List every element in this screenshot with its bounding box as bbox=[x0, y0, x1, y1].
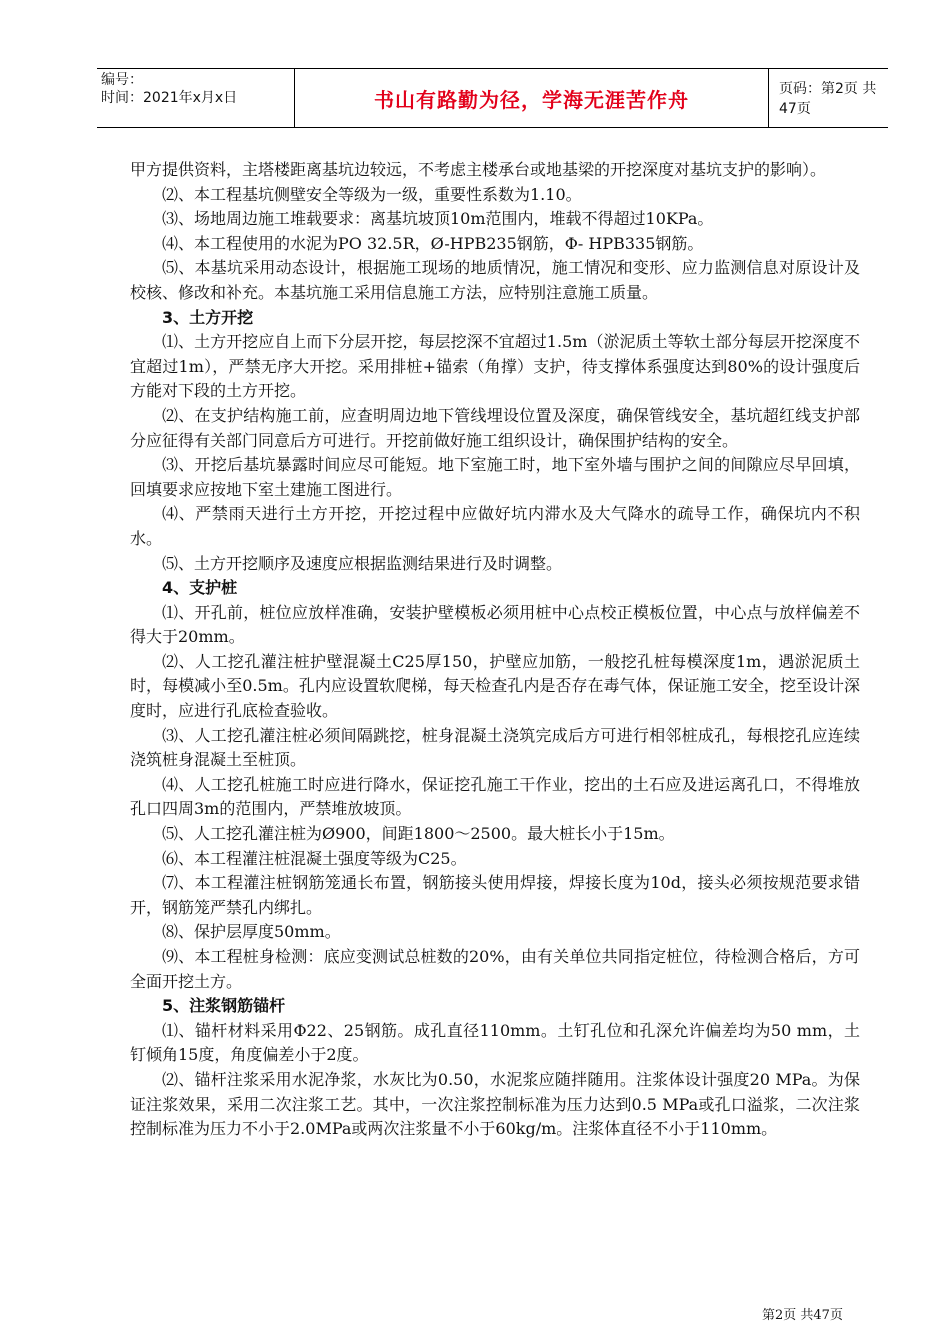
earthwork-item: ⑷、严禁雨天进行土方开挖，开挖过程中应做好坑内滞水及大气降水的疏导工作，确保坑内不积水。 bbox=[130, 504, 860, 548]
general-item: ⑷、本工程使用的水泥为PO 32.5R，Ø-HPB235钢筋，Φ- HPB335钢筋。 bbox=[162, 233, 704, 253]
support-pile-item: ⑸、人工挖孔灌注桩为Ø900，间距1800～2500。最大桩长小于15m。 bbox=[162, 824, 675, 844]
header-motto: 书山有路勤为径，学海无涯苦作舟 bbox=[295, 69, 769, 127]
support-pile-item: ⑷、人工挖孔桩施工时应进行降水，保证挖孔施工干作业，挖出的土石应及进运离孔口，不得堆放孔口四周3m的范围内，严禁堆放坡顶。 bbox=[130, 774, 860, 819]
support-pile-item: ⑻、保护层厚度50mm。 bbox=[162, 922, 341, 942]
support-pile-item: ⑴、开孔前，桩位应放样准确，安装护壁模板必须用桩中心点校正模板位置，中心点与放样偏差不得大于20mm。 bbox=[130, 602, 860, 647]
document-number-label: 编号： bbox=[101, 72, 143, 88]
earthwork-item: ⑸、土方开挖顺序及速度应根据监测结果进行及时调整。 bbox=[162, 553, 563, 573]
support-pile-item: ⑶、人工挖孔灌注桩必须间隔跳挖，桩身混凝土浇筑完成后方可进行相邻桩成孔，每根挖孔应连续浇筑桩身混凝土至桩顶。 bbox=[130, 725, 860, 770]
earthwork-item: ⑵、在支护结构施工前，应查明周边地下管线埋设位置及深度，确保管线安全，基坑超红线支护部分应征得有关部门同意后方可进行。开挖前做好施工组织设计，确保围护结构的安全。 bbox=[130, 405, 860, 450]
page-footer: 第2页 共47页 bbox=[762, 1308, 843, 1323]
anchor-item: ⑴、锚杆材料采用Φ22、25钢筋。成孔直径110mm。土钉孔位和孔深允许偏差均为50 mm，土钉倾角15度，角度偏差小于2度。 bbox=[130, 1020, 860, 1065]
earthwork-item: ⑶、开挖后基坑暴露时间应尽可能短。地下室施工时，地下室外墙与围护之间的间隙应尽早回填，回填要求应按地下室土建施工图进行。 bbox=[130, 455, 860, 499]
section-heading-anchors: 5、注浆钢筋锚杆 bbox=[162, 996, 286, 1016]
anchor-item: ⑵、锚杆注浆采用水泥净浆，水灰比为0.50，水泥浆应随拌随用。注浆体设计强度20 MPa。为保证注浆效果，采用二次注浆工艺。其中，一次注浆控制标准为压力达到0.5 MPa或孔口溢浆，二次注浆控制标准为压力不小于2.0MPa或两次注浆量不小于60kg/m。注浆体直径不小于110mm。 bbox=[130, 1069, 860, 1139]
intro-paragraph: 甲方提供资料，主塔楼距离基坑边较远，不考虑主楼承台或地基梁的开挖深度对基坑支护的影响）。 bbox=[130, 160, 827, 179]
general-item: ⑶、场地周边施工堆载要求：离基坑坡顶10m范围内，堆载不得超过10KPa。 bbox=[162, 209, 714, 229]
document-body bbox=[130, 158, 860, 1142]
support-pile-item: ⑼、本工程桩身检测：底应变测试总桩数的20%，由有关单位共同指定桩位，待检测合格后，方可全面开挖土方。 bbox=[130, 947, 860, 991]
page-header bbox=[97, 68, 888, 128]
earthwork-item: ⑴、土方开挖应自上而下分层开挖，每层挖深不宜超过1.5m（淤泥质土等软土部分每层开挖深度不宜超过1m），严禁无序大开挖。采用排桩+锚索（角撑）支护，待支撑体系强度达到80%的设计强度后方能对下段的土方开挖。 bbox=[130, 332, 860, 401]
support-pile-item: ⑺、本工程灌注桩钢筋笼通长布置，钢筋接头使用焊接，焊接长度为10d，接头必须按规范要求错开，钢筋笼严禁孔内绑扎。 bbox=[130, 873, 860, 917]
general-item: ⑵、本工程基坑侧壁安全等级为一级，重要性系数为1.10。 bbox=[162, 184, 582, 204]
document-time-label: 时间：2021年x月x日 bbox=[101, 90, 238, 106]
header-meta bbox=[97, 69, 295, 127]
support-pile-item: ⑹、本工程灌注桩混凝土强度等级为C25。 bbox=[162, 848, 467, 868]
header-page-number: 页码：第2页 共47页 bbox=[779, 81, 877, 117]
section-heading-support-piles: 4、支护桩 bbox=[162, 578, 238, 598]
general-item: ⑸、本基坑采用动态设计，根据施工现场的地质情况，施工情况和变形、应力监测信息对原设计及校核、修改和补充。本基坑施工采用信息施工方法，应特别注意施工质量。 bbox=[130, 258, 860, 302]
support-pile-item: ⑵、人工挖孔灌注桩护壁混凝土C25厚150，护壁应加筋，一般挖孔桩每模深度1m，遇淤泥质土时，每模减小至0.5m。孔内应设置软爬梯，每天检查孔内是否存在毒气体，保证施工安全，挖至设计深度时，应进行孔底检查验收。 bbox=[130, 651, 860, 721]
section-heading-earthwork: 3、土方开挖 bbox=[162, 307, 254, 327]
